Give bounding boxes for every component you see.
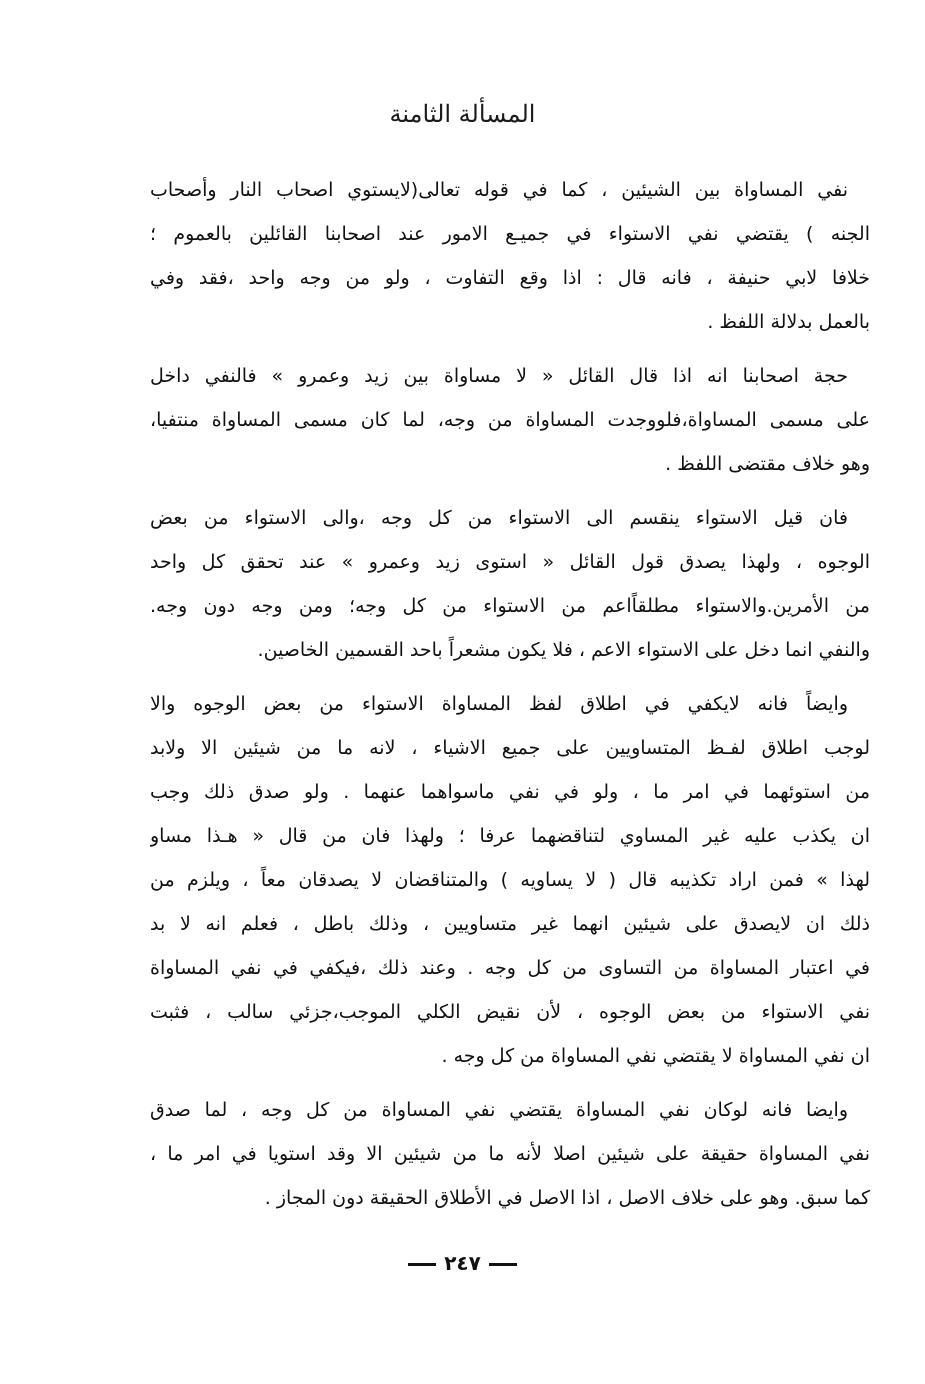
text-line: والنفي انما دخل على الاستواء الاعم ، فلا يكون مشعراً باحد القسمين الخاصين. [257, 639, 870, 661]
text-line: وهو خلاف مقتضى اللفظ . [665, 453, 870, 475]
text-line: الجنه ) يقتضي نفي الاستواء في جميـع الامور عند اصحابنا القائلين بالعموم ؛ [150, 223, 870, 245]
text-line: الوجوه ، ولهذا يصدق قول القائل « استوى زيد وعمرو » عند تحقق كل واحد [150, 551, 870, 573]
text-line: لهذا » فمن اراد تكذيبه قال ( لا يساويه ) والمتناقضان لا يصدقان معاً ، ويلزم من [150, 869, 870, 891]
text-line: نفي المساواة حقيقة على شيئين اصلا لأنه ما من شيئين الا وقد استويا في امر ما ، [150, 1143, 870, 1165]
text-line: نفي المساواة بين الشيئين ، كما في قوله تعالى(لايستوي اصحاب النار وأصحاب [150, 179, 848, 201]
text-line: لوجب اطلاق لفـظ المتساويين على جميع الاشياء ، لانه ما من شيئين الا ولابد [150, 737, 870, 759]
paragraph-4 [150, 682, 870, 1078]
text-line: حجة اصحابنا انه اذا قال القائل « لا مساواة بين زيد وعمرو » فالنفي داخل [150, 365, 848, 387]
text-line: ان يكذب عليه غير المساوي لتناقضهما عرفا ؛ ولهذا فان من قال « هـذا مساو [150, 825, 870, 847]
page-number [0, 1248, 925, 1278]
text-line: ذلك ان لايصدق على شيئين انهما غير متساويين ، وذلك باطل ، فعلم انه لا بد [150, 913, 870, 935]
text-line: في اعتبار المساواة من التساوى من كل وجه . وعند ذلك ،فيكفي في نفي المساواة [150, 957, 870, 979]
text-line: من استوئهما في امر ما ، ولو في نفي ماسواهما عنهما . ولو صدق ذلك وجب [150, 781, 870, 803]
text-line: من الأمرين.والاستواء مطلقاًاعم من الاستواء من كل وجه؛ ومن وجه دون وجه. [150, 595, 870, 617]
text-line: على مسمى المساواة،فلووجدت المساواة من وجه، لما كان مسمى المساواة منتفيا، [150, 409, 870, 431]
page-number-value: ٢٤٧ [444, 1251, 481, 1275]
dash-right [489, 1263, 517, 1266]
page-title: المسألة الثامنة [389, 100, 536, 128]
paragraph-2 [150, 354, 870, 486]
paragraph-1 [150, 168, 870, 344]
text-line: وايضاً فانه لايكفي في اطلاق لفظ المساواة الاستواء من بعض الوجوه والا [150, 693, 848, 715]
text-line: وايضا فانه لوكان نفي المساواة يقتضي نفي المساواة من كل وجه ، لما صدق [150, 1099, 848, 1121]
text-line: بالعمل بدلالة اللفظ . [707, 311, 870, 333]
paragraph-3 [150, 496, 870, 672]
text-line: كما سبق. وهو على خلاف الاصل ، اذا الاصل في الأطلاق الحقيقة دون المجاز . [264, 1187, 870, 1209]
body-text [150, 168, 870, 1230]
dash-left [408, 1263, 436, 1266]
paragraph-5 [150, 1088, 870, 1220]
text-line: نفي الاستواء من بعض الوجوه ، لأن نقيض الكلي الموجب،جزئي سالب ، فثبت [150, 1001, 870, 1023]
text-line: فان قيل الاستواء ينقسم الى الاستواء من كل وجه ،والى الاستواء من بعض [150, 507, 848, 529]
text-line: ان نفي المساواة لا يقتضي نفي المساواة من كل وجه . [441, 1045, 870, 1067]
text-line: خلافا لابي حنيفة ، فانه قال : اذا وقع التفاوت ، ولو من وجه واحد ،فقد وفي [150, 267, 870, 289]
